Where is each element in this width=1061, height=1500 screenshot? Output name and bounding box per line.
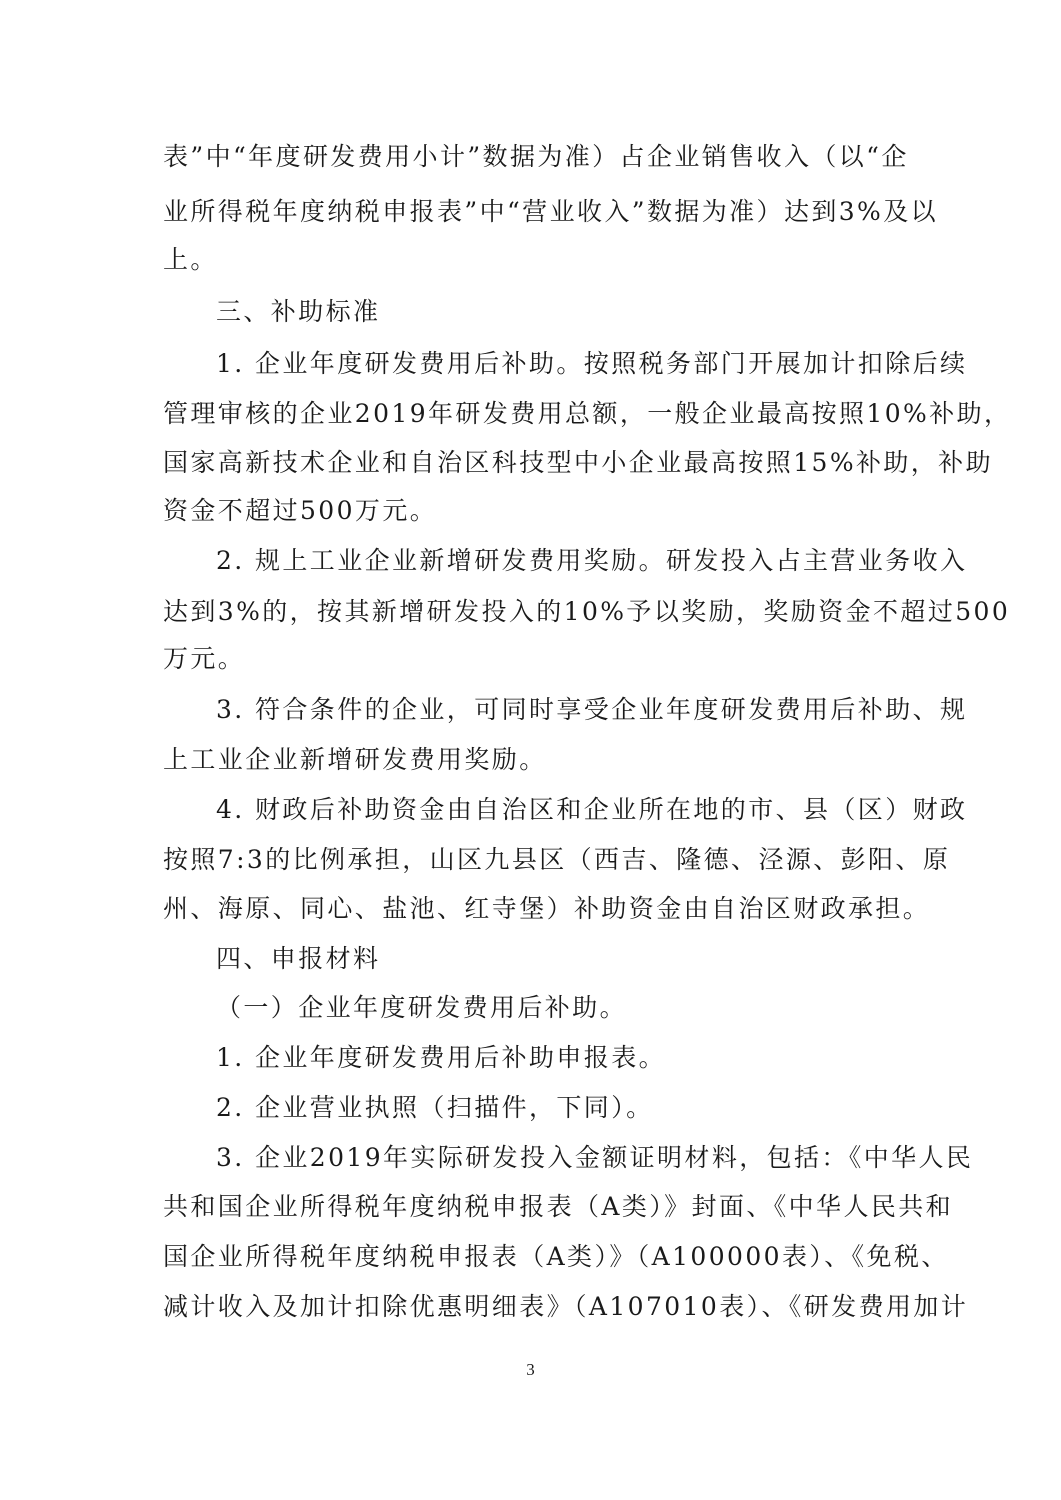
paragraph-line: 减计收入及加计扣除优惠明细表》（A107010表）、《研发费用加计 (163, 1292, 969, 1321)
paragraph-line: 3. 符合条件的企业，可同时享受企业年度研发费用后补助、规 (216, 695, 968, 724)
paragraph-line: 表”中“年度研发费用小计”数据为准）占企业销售收入（以“企 (163, 142, 909, 171)
paragraph-line: 4. 财政后补助资金由自治区和企业所在地的市、县（区）财政 (216, 795, 968, 824)
subsection-heading: （一）企业年度研发费用后补助。 (216, 993, 628, 1022)
paragraph-line: 3. 企业2019年实际研发投入金额证明材料，包括：《中华人民 (216, 1143, 974, 1172)
paragraph-line: 万元。 (163, 644, 246, 673)
paragraph-line: 上工业企业新增研发费用奖励。 (163, 745, 547, 774)
paragraph-line: 2. 规上工业企业新增研发费用奖励。研发投入占主营业务收入 (216, 546, 968, 575)
paragraph-line: 业所得税年度纳税申报表”中“营业收入”数据为准）达到3%及以 (163, 197, 939, 226)
paragraph-line: 1. 企业年度研发费用后补助。按照税务部门开展加计扣除后续 (216, 349, 968, 378)
paragraph-line: 国企业所得税年度纳税申报表（A类）》（A100000表）、《免税、 (163, 1242, 949, 1271)
page-number: 3 (526, 1360, 535, 1379)
paragraph-line: 2. 企业营业执照（扫描件，下同）。 (216, 1093, 654, 1122)
section-heading: 三、补助标准 (216, 297, 381, 326)
paragraph-line: 管理审核的企业2019年研发费用总额，一般企业最高按照10%补助， (163, 399, 1012, 428)
paragraph-line: 国家高新技术企业和自治区科技型中小企业最高按照15%补助，补助 (163, 448, 993, 477)
paragraph-line: 达到3%的，按其新增研发投入的10%予以奖励，奖励资金不超过500 (163, 597, 1011, 626)
paragraph-line: 按照7:3的比例承担，山区九县区（西吉、隆德、泾源、彭阳、原 (163, 845, 951, 874)
paragraph-line: 上。 (163, 245, 218, 274)
paragraph-line: 资金不超过500万元。 (163, 496, 438, 525)
paragraph-line: 1. 企业年度研发费用后补助申报表。 (216, 1043, 667, 1072)
paragraph-line: 共和国企业所得税年度纳税申报表（A类）》封面、《中华人民共和 (163, 1192, 954, 1221)
section-heading: 四、申报材料 (216, 944, 381, 973)
paragraph-line: 州、海原、同心、盐池、红寺堡）补助资金由自治区财政承担。 (163, 894, 931, 923)
